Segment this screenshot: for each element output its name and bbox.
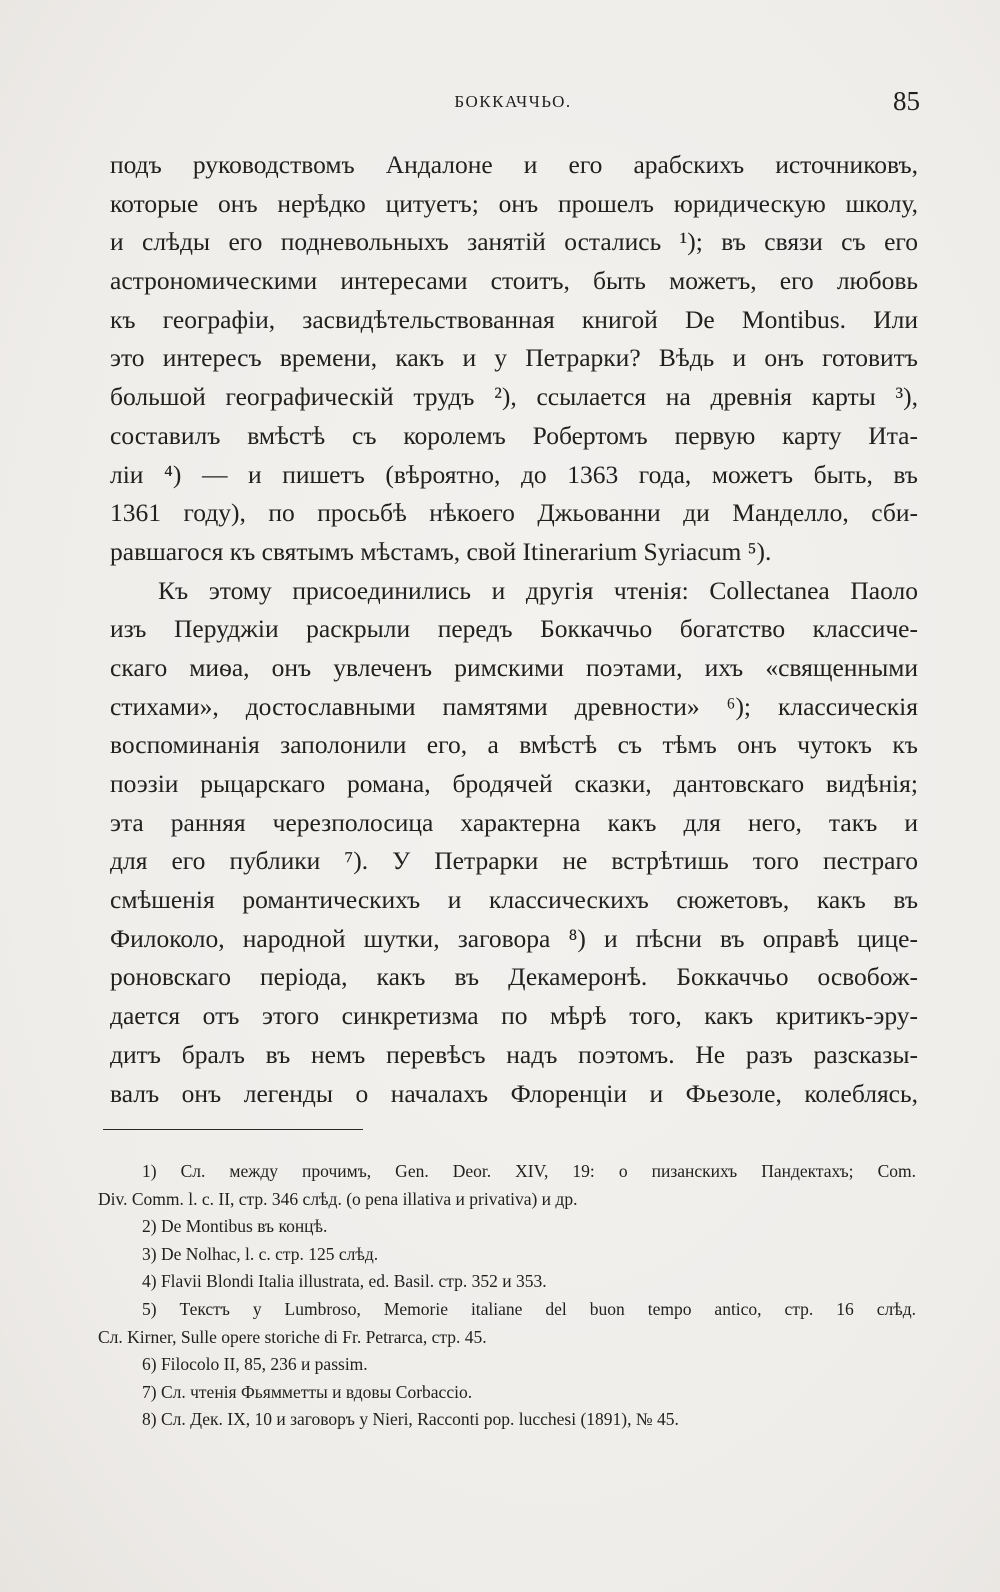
text-line: къ географіи, засвидѣтельствованная книгой De Montibus. Или [110, 304, 918, 334]
text-line: эта ранняя черезполосица характерна какъ для него, такъ и [110, 807, 918, 837]
footnote-7: 7) Сл. чтенія Фьямметты и вдовы Corbaccio. [142, 1381, 473, 1402]
footnote-1-continuation: Div. Comm. l. c. II, стр. 346 слѣд. (о pena illativa и privativa) и др. [98, 1188, 578, 1209]
text-line: ліи ⁴) — и пишетъ (вѣроятно, до 1363 года, можетъ быть, въ [110, 459, 918, 489]
text-line: 1361 году), по просьбѣ нѣкоего Джьованни ди Манделло, сби- [110, 498, 918, 528]
footnote-4: 4) Flavii Blondi Italia illustrata, ed. Basil. стр. 352 и 353. [142, 1271, 547, 1292]
text-line: смѣшенія романтическихъ и классическихъ сюжетовъ, какъ въ [110, 885, 918, 915]
body-text [110, 146, 918, 1113]
text-line: которые онъ нерѣдко цитуетъ; онъ прошелъ юридическую школу, [110, 188, 918, 218]
running-head [108, 88, 918, 120]
text-line: для его публики ⁷). У Петрарки не встрѣтишь того пестраго [110, 846, 918, 876]
text-line: роновскаго періода, какъ въ Декамеронѣ. Боккаччьо освобож- [110, 962, 918, 992]
page-number: 85 [893, 86, 920, 116]
text-line: Филоколо, народной шутки, заговора ⁸) и пѣсни въ оправѣ цице- [110, 923, 918, 953]
text-line: изъ Перуджіи раскрыли передъ Боккаччьо богатство классиче- [110, 614, 918, 644]
footnote-3: 3) De Nolhac, l. c. стр. 125 слѣд. [142, 1243, 379, 1264]
footnotes [98, 1158, 916, 1434]
paragraph-start-line: Къ этому присоединились и другія чтенія: Collectanea Паоло [158, 575, 918, 605]
text-line: скаго миѳа, онъ увлеченъ римскими поэтами, ихъ «священными [110, 652, 918, 682]
footnote-8: 8) Сл. Дек. IX, 10 и заговоръ у Nieri, Racconti pop. lucchesi (1891), № 45. [142, 1409, 679, 1430]
footnote-5: 5) Текстъ у Lumbroso, Memorie italiane del buon tempo antico, стр. 16 слѣд. [142, 1298, 916, 1319]
paragraph-end-line: равшагося къ святымъ мѣстамъ, свой Itinerarium Syriacum ⁵). [110, 536, 772, 566]
text-line: поэзіи рыцарскаго романа, бродячей сказки, дантовскаго видѣнія; [110, 769, 918, 798]
footnote-2: 2) De Montibus въ концѣ. [142, 1216, 328, 1237]
footnote-6: 6) Filocolo II, 85, 236 и passim. [142, 1354, 368, 1375]
text-line: составилъ вмѣстѣ съ королемъ Робертомъ первую карту Ита- [110, 420, 918, 450]
text-line: дается отъ этого синкретизма по мѣрѣ того, какъ критикъ-эру- [110, 1001, 918, 1031]
text-line: астрономическими интересами стоитъ, быть можетъ, его любовь [110, 266, 918, 296]
text-line: подъ руководствомъ Андалоне и его арабскихъ источниковъ, [110, 150, 918, 179]
text-line: большой географическій трудъ ²), ссылается на древнія карты ³), [110, 382, 918, 412]
footnote-1: 1) Сл. между прочимъ, Gen. Deor. XIV, 19: о пизанскихъ Пандектахъ; Com. [142, 1161, 916, 1181]
text-line: и слѣды его подневольныхъ занятій остались ¹); въ связи съ его [110, 227, 918, 257]
text-line: дитъ бралъ въ немъ перевѣсъ надъ поэтомъ. Не разъ разсказы- [110, 1039, 918, 1069]
text-line: это интересъ времени, какъ и у Петрарки? Вѣдь и онъ готовитъ [110, 343, 918, 373]
running-title: БОККАЧЧЬО. [454, 92, 572, 111]
text-line: воспоминанія заполонили его, а вмѣстѣ съ тѣмъ онъ чутокъ къ [110, 730, 918, 760]
footnote-separator [103, 1129, 363, 1130]
text-line: стихами», достославными памятями древности» ⁶); классическія [110, 691, 918, 721]
text-line: валъ онъ легенды о началахъ Флоренціи и Фьезоле, колеблясь, [110, 1078, 918, 1108]
footnote-5-continuation: Сл. Kirner, Sulle opere storiche di Fr. Petrarca, стр. 45. [98, 1326, 487, 1347]
